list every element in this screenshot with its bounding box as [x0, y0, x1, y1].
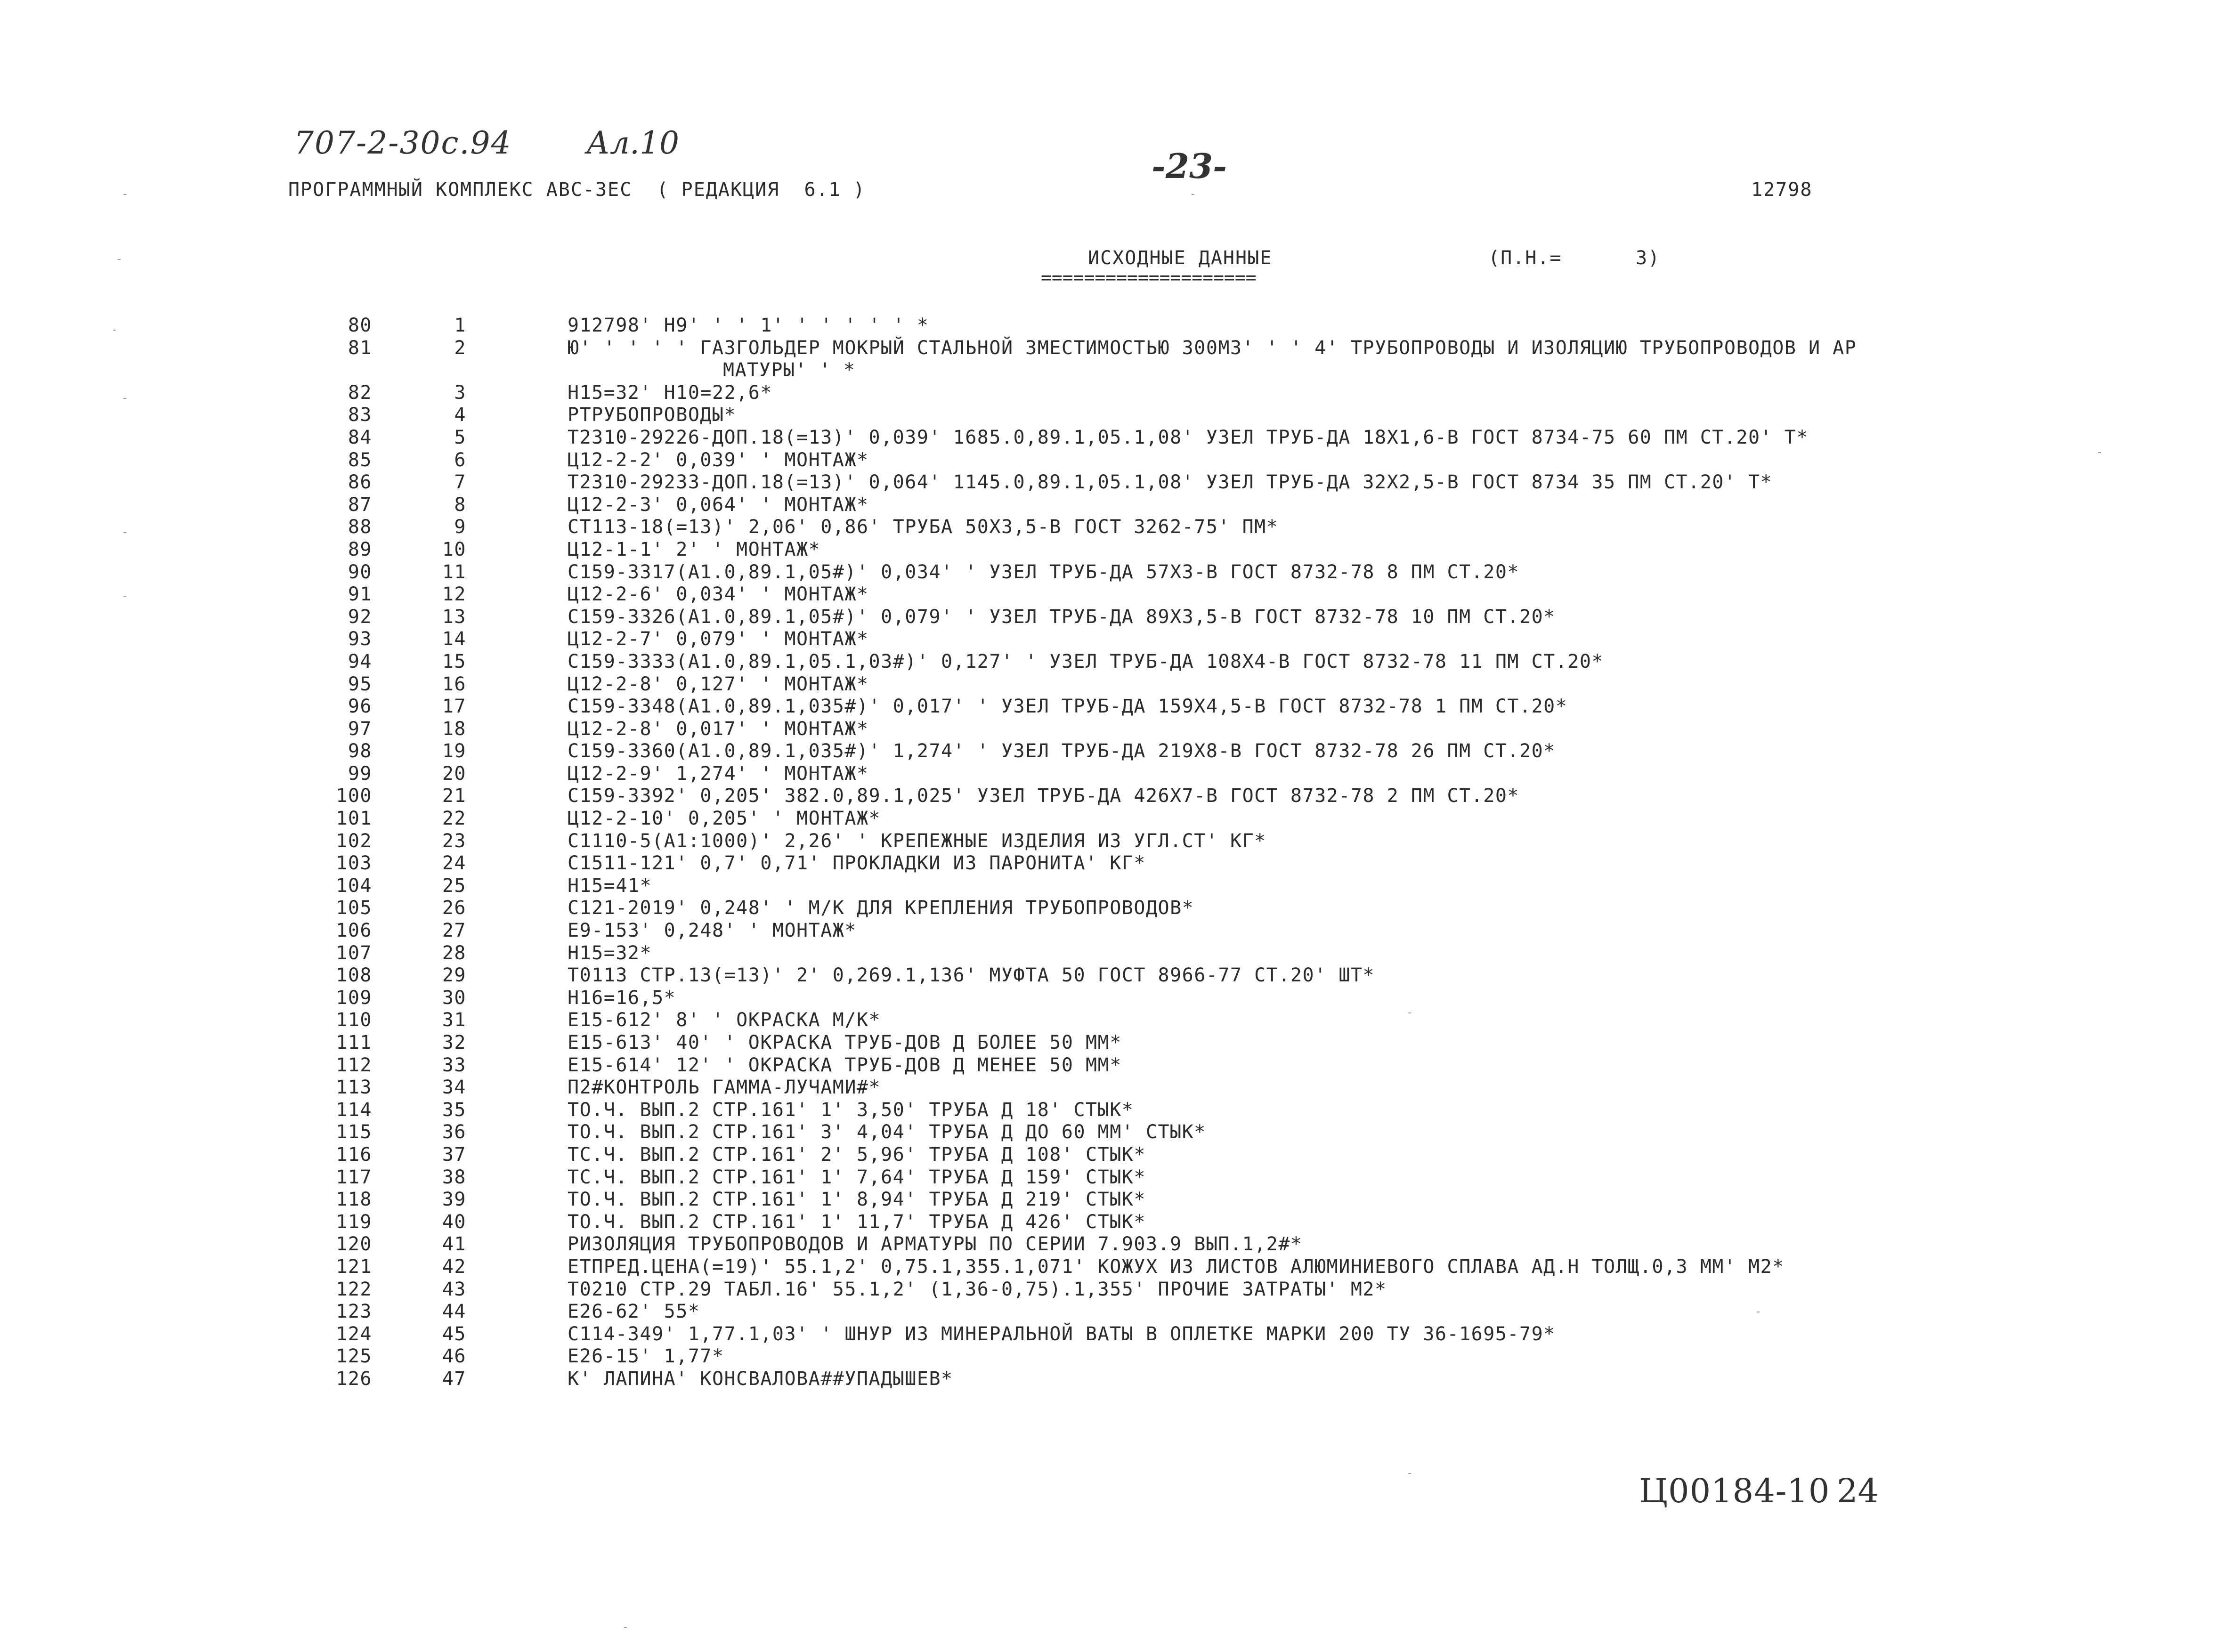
record-text: Н15=32' Н10=22,6* [568, 381, 772, 404]
record-text: Е26-15' 1,77* [568, 1345, 724, 1368]
scan-speck [123, 398, 126, 399]
line-number: 38 [442, 1166, 466, 1188]
listing-row [0, 494, 2223, 517]
record-text: Ц12-2-2' 0,039' ' МОНТАЖ* [568, 449, 869, 471]
record-number: 124 [336, 1323, 372, 1345]
record-text-continuation: МАТУРЫ' ' * [723, 359, 856, 381]
line-number: 32 [442, 1032, 466, 1053]
listing-row [0, 471, 2223, 494]
record-number: 100 [336, 785, 372, 807]
line-number: 33 [442, 1054, 466, 1076]
line-number: 7 [454, 471, 466, 494]
record-number: 90 [348, 561, 372, 583]
listing-row [0, 964, 2223, 987]
listing-row [0, 1256, 2223, 1279]
record-number: 95 [348, 673, 372, 695]
record-number: 92 [348, 606, 372, 628]
line-number: 44 [442, 1301, 466, 1323]
listing-row [0, 561, 2223, 584]
line-number: 37 [442, 1143, 466, 1166]
record-number: 80 [348, 315, 372, 336]
record-text: С159-3333(А1.0,89.1,05.1,03#)' 0,127' ' УЗЕЛ ТРУБ-ДА 108Х4-В ГОСТ 8732-78 11 ПМ СТ.20* [568, 650, 1604, 672]
record-number: 113 [336, 1077, 372, 1099]
scan-speck [113, 330, 116, 331]
line-number: 12 [442, 583, 466, 606]
sheet-number: 24 [1837, 1472, 1879, 1510]
listing-row [0, 987, 2223, 1010]
line-number: 25 [442, 875, 466, 897]
record-text: ТС.Ч. ВЫП.2 СТР.161' 1' 7,64' ТРУБА Д 159' СТЫК* [568, 1166, 1146, 1188]
listing-row [0, 1279, 2223, 1301]
line-number: 46 [442, 1345, 466, 1368]
line-number: 30 [442, 987, 466, 1009]
line-number: 13 [442, 606, 466, 628]
listing-row [0, 516, 2223, 539]
line-number: 22 [442, 808, 466, 830]
listing-row [0, 1121, 2223, 1144]
record-text: С114-349' 1,77.1,03' ' ШНУР ИЗ МИНЕРАЛЬНОЙ ВАТЫ В ОПЛЕТКЕ МАРКИ 200 ТУ 36-1695-79* [568, 1323, 1556, 1345]
record-number: 96 [348, 696, 372, 718]
record-text: Е15-612' 8' ' ОКРАСКА М/К* [568, 1009, 881, 1031]
line-number: 2 [454, 337, 466, 359]
record-number: 105 [336, 897, 372, 919]
document-number: 12798 [1751, 179, 1813, 201]
listing-row [0, 1301, 2223, 1323]
listing-row [0, 651, 2223, 673]
record-text: Ц12-2-10' 0,205' ' МОНТАЖ* [568, 808, 881, 830]
line-number: 19 [442, 740, 466, 762]
line-number: 42 [442, 1255, 466, 1278]
sheet-code: Ал.10 [586, 125, 679, 161]
document-code: 707-2-30с.94 [294, 125, 512, 161]
line-number: 10 [442, 538, 466, 560]
listing-row [0, 830, 2223, 853]
listing-row [0, 1368, 2223, 1391]
record-number: 98 [348, 740, 372, 762]
scan-speck [1408, 1473, 1411, 1474]
record-text: РИЗОЛЯЦИЯ ТРУБОПРОВОДОВ И АРМАТУРЫ ПО СЕРИИ 7.903.9 ВЫП.1,2#* [568, 1233, 1303, 1255]
line-number: 3 [454, 381, 466, 404]
section-title: ИСХОДНЫЕ ДАННЫЕ [1088, 247, 1273, 269]
record-text: Ц12-2-8' 0,017' ' МОНТАЖ* [568, 718, 869, 740]
record-text: 912798' Н9' ' ' 1' ' ' ' ' ' * [568, 315, 929, 336]
record-text: Т2310-29233-ДОП.18(=13)' 0,064' 1145.0,89.1,05.1,08' УЗЕЛ ТРУБ-ДА 32Х2,5-В ГОСТ 8734 35 ПМ СТ.20' Т* [568, 471, 1773, 494]
record-number: 83 [348, 404, 372, 426]
record-text: Ц12-2-6' 0,034' ' МОНТАЖ* [568, 583, 869, 606]
archive-stamp: Ц00184-10 [1639, 1472, 1830, 1510]
record-number: 102 [336, 830, 372, 852]
listing-row [0, 337, 2223, 382]
record-number: 82 [348, 381, 372, 404]
record-number: 108 [336, 964, 372, 987]
record-number: 99 [348, 762, 372, 785]
listing-row [0, 875, 2223, 898]
listing-row [0, 1233, 2223, 1256]
record-text: Е9-153' 0,248' ' МОНТАЖ* [568, 920, 857, 942]
record-text: Е26-62' 55* [568, 1301, 700, 1323]
record-text: Ц12-2-9' 1,274' ' МОНТАЖ* [568, 762, 869, 785]
scan-speck [2098, 452, 2101, 453]
listing-row [0, 673, 2223, 696]
listing-row [0, 696, 2223, 718]
record-text: С159-3360(А1.0,89.1,035#)' 1,274' ' УЗЕЛ ТРУБ-ДА 219Х8-В ГОСТ 8732-78 26 ПМ СТ.20* [568, 740, 1556, 762]
listing-row [0, 1189, 2223, 1211]
line-number: 9 [454, 516, 466, 538]
scan-speck [123, 532, 126, 533]
line-number: 41 [442, 1233, 466, 1255]
record-text: ТО.Ч. ВЫП.2 СТР.161' 3' 4,04' ТРУБА Д ДО 60 ММ' СТЫК* [568, 1121, 1206, 1143]
record-number: 87 [348, 494, 372, 516]
listing-row [0, 808, 2223, 830]
record-text: С121-2019' 0,248' ' М/К ДЛЯ КРЕПЛЕНИЯ ТРУБОПРОВОДОВ* [568, 897, 1194, 919]
listing-row [0, 1211, 2223, 1234]
line-number: 28 [442, 942, 466, 964]
record-text: С159-3392' 0,205' 382.0,89.1,025' УЗЕЛ ТРУБ-ДА 426Х7-В ГОСТ 8732-78 2 ПМ СТ.20* [568, 785, 1519, 807]
record-text: ЕТПРЕД.ЦЕНА(=19)' 55.1,2' 0,75.1,355.1,071' КОЖУХ ИЗ ЛИСТОВ АЛЮМИНИЕВОГО СПЛАВА АД.Н ТОЛЩ.0,3 ММ' М2* [568, 1255, 1785, 1278]
line-number: 4 [454, 404, 466, 426]
listing-row [0, 606, 2223, 629]
record-number: 104 [336, 875, 372, 897]
section-page-index: (П.Н.= 3) [1488, 247, 1661, 269]
listing-row [0, 449, 2223, 472]
record-text: Т2310-29226-ДОП.18(=13)' 0,039' 1685.0,89.1,05.1,08' УЗЕЛ ТРУБ-ДА 18Х1,6-В ГОСТ 8734-75 60 ПМ СТ.20' Т* [568, 426, 1809, 448]
line-number: 15 [442, 650, 466, 672]
scan-speck [1192, 194, 1194, 195]
line-number: 16 [442, 673, 466, 695]
line-number: 23 [442, 830, 466, 852]
record-text: Н15=32* [568, 942, 652, 964]
record-number: 93 [348, 628, 372, 650]
line-number: 43 [442, 1278, 466, 1300]
listing-row [0, 1009, 2223, 1032]
listing-row [0, 1323, 2223, 1346]
program-header: ПРОГРАММНЫЙ КОМПЛЕКС АВС-3ЕС ( РЕДАКЦИЯ 6.1 ) [288, 179, 866, 201]
scan-speck [118, 259, 121, 260]
record-text: Н16=16,5* [568, 987, 676, 1009]
listing-row [0, 1144, 2223, 1166]
line-number: 31 [442, 1009, 466, 1031]
record-number: 85 [348, 449, 372, 471]
listing-row [0, 1166, 2223, 1189]
listing-row [0, 1345, 2223, 1368]
record-number: 114 [336, 1099, 372, 1121]
record-text: ТС.Ч. ВЫП.2 СТР.161' 2' 5,96' ТРУБА Д 108' СТЫК* [568, 1143, 1146, 1166]
record-text: С159-3348(А1.0,89.1,035#)' 0,017' ' УЗЕЛ ТРУБ-ДА 159Х4,5-В ГОСТ 8732-78 1 ПМ СТ.20* [568, 696, 1568, 718]
listing-row [0, 382, 2223, 405]
line-number: 5 [454, 426, 466, 448]
record-number: 109 [336, 987, 372, 1009]
listing-row [0, 1099, 2223, 1122]
record-number: 91 [348, 583, 372, 606]
record-number: 101 [336, 808, 372, 830]
line-number: 18 [442, 718, 466, 740]
line-number: 39 [442, 1189, 466, 1211]
listing-row [0, 583, 2223, 606]
record-number: 120 [336, 1233, 372, 1255]
record-number: 122 [336, 1278, 372, 1300]
record-text: Е15-613' 40' ' ОКРАСКА ТРУБ-ДОВ Д БОЛЕЕ 50 ММ* [568, 1032, 1122, 1053]
record-number: 117 [336, 1166, 372, 1188]
listing-row [0, 920, 2223, 942]
record-number: 86 [348, 471, 372, 494]
record-text: ТО.Ч. ВЫП.2 СТР.161' 1' 3,50' ТРУБА Д 18' СТЫК* [568, 1099, 1134, 1121]
listing-row [0, 315, 2223, 337]
record-number: 123 [336, 1301, 372, 1323]
line-number: 6 [454, 449, 466, 471]
record-number: 110 [336, 1009, 372, 1031]
listing-row [0, 404, 2223, 427]
listing-row [0, 539, 2223, 561]
record-text: ТО.Ч. ВЫП.2 СТР.161' 1' 8,94' ТРУБА Д 219' СТЫК* [568, 1189, 1146, 1211]
record-text: Ц12-2-3' 0,064' ' МОНТАЖ* [568, 494, 869, 516]
data-listing [0, 315, 2223, 1391]
record-number: 81 [348, 337, 372, 359]
listing-row [0, 1054, 2223, 1077]
record-text: К' ЛАПИНА' КОНСВАЛОВА##УПАДЫШЕВ* [568, 1368, 953, 1390]
record-text: Ц12-1-1' 2' ' МОНТАЖ* [568, 538, 821, 560]
record-text: Н15=41* [568, 875, 652, 897]
record-number: 116 [336, 1143, 372, 1166]
record-text: П2#КОНТРОЛЬ ГАММА-ЛУЧАМИ#* [568, 1077, 881, 1099]
line-number: 26 [442, 897, 466, 919]
line-number: 11 [442, 561, 466, 583]
record-number: 89 [348, 538, 372, 560]
page-number: -23- [1152, 146, 1227, 186]
line-number: 8 [454, 494, 466, 516]
scan-speck [123, 596, 126, 597]
listing-row [0, 785, 2223, 808]
record-text: Ю' ' ' ' ' ГАЗГОЛЬДЕР МОКРЫЙ СТАЛЬНОЙ ЗМЕСТИМОСТЬЮ 300МЗ' ' ' 4' ТРУБОПРОВОДЫ И ИЗОЛЯЦИЮ ТРУБОПРОВОДОВ И АР [568, 337, 1857, 359]
line-number: 27 [442, 920, 466, 942]
record-text: РТРУБОПРОВОДЫ* [568, 404, 737, 426]
line-number: 1 [454, 315, 466, 336]
record-text: С1511-121' 0,7' 0,71' ПРОКЛАДКИ ИЗ ПАРОНИТА' КГ* [568, 852, 1146, 875]
record-number: 103 [336, 852, 372, 875]
scan-speck [624, 1627, 627, 1628]
line-number: 35 [442, 1099, 466, 1121]
listing-row [0, 740, 2223, 763]
listing-row [0, 763, 2223, 786]
line-number: 17 [442, 696, 466, 718]
line-number: 34 [442, 1077, 466, 1099]
record-number: 126 [336, 1368, 372, 1390]
record-number: 112 [336, 1054, 372, 1076]
record-text: ТО.Ч. ВЫП.2 СТР.161' 1' 11,7' ТРУБА Д 426' СТЫК* [568, 1211, 1146, 1233]
scan-speck [1408, 1012, 1411, 1013]
listing-row [0, 718, 2223, 741]
line-number: 45 [442, 1323, 466, 1345]
listing-row [0, 852, 2223, 875]
scan-speck [123, 194, 126, 195]
record-number: 121 [336, 1255, 372, 1278]
line-number: 24 [442, 852, 466, 875]
record-number: 97 [348, 718, 372, 740]
listing-row [0, 628, 2223, 651]
line-number: 36 [442, 1121, 466, 1143]
listing-row [0, 1077, 2223, 1099]
record-number: 88 [348, 516, 372, 538]
record-text: С159-3326(А1.0,89.1,05#)' 0,079' ' УЗЕЛ ТРУБ-ДА 89Х3,5-В ГОСТ 8732-78 10 ПМ СТ.20* [568, 606, 1556, 628]
line-number: 21 [442, 785, 466, 807]
line-number: 40 [442, 1211, 466, 1233]
record-number: 106 [336, 920, 372, 942]
record-number: 119 [336, 1211, 372, 1233]
record-text: Т0113 СТР.13(=13)' 2' 0,269.1,136' МУФТА 50 ГОСТ 8966-77 СТ.20' ШТ* [568, 964, 1375, 987]
record-number: 111 [336, 1032, 372, 1053]
record-number: 107 [336, 942, 372, 964]
line-number: 14 [442, 628, 466, 650]
record-text: Ц12-2-7' 0,079' ' МОНТАЖ* [568, 628, 869, 650]
line-number: 20 [442, 762, 466, 785]
record-number: 125 [336, 1345, 372, 1368]
listing-row [0, 1032, 2223, 1054]
record-text: С1110-5(А1:1000)' 2,26' ' КРЕПЕЖНЫЕ ИЗДЕЛИЯ ИЗ УГЛ.СТ' КГ* [568, 830, 1266, 852]
listing-row [0, 427, 2223, 449]
record-number: 115 [336, 1121, 372, 1143]
record-number: 94 [348, 650, 372, 672]
record-text: Ц12-2-8' 0,127' ' МОНТАЖ* [568, 673, 869, 695]
record-text: С159-3317(А1.0,89.1,05#)' 0,034' ' УЗЕЛ ТРУБ-ДА 57Х3-В ГОСТ 8732-78 8 ПМ СТ.20* [568, 561, 1519, 583]
record-number: 118 [336, 1189, 372, 1211]
line-number: 47 [442, 1368, 466, 1390]
record-text: СТ113-18(=13)' 2,06' 0,86' ТРУБА 50Х3,5-В ГОСТ 3262-75' ПМ* [568, 516, 1279, 538]
line-number: 29 [442, 964, 466, 987]
listing-row [0, 942, 2223, 965]
listing-row [0, 897, 2223, 920]
section-underline: ==================== [1041, 267, 1257, 288]
record-text: Е15-614' 12' ' ОКРАСКА ТРУБ-ДОВ Д МЕНЕЕ 50 ММ* [568, 1054, 1122, 1076]
record-text: Т0210 СТР.29 ТАБЛ.16' 55.1,2' (1,36-0,75).1,355' ПРОЧИЕ ЗАТРАТЫ' М2* [568, 1278, 1387, 1300]
record-number: 84 [348, 426, 372, 448]
